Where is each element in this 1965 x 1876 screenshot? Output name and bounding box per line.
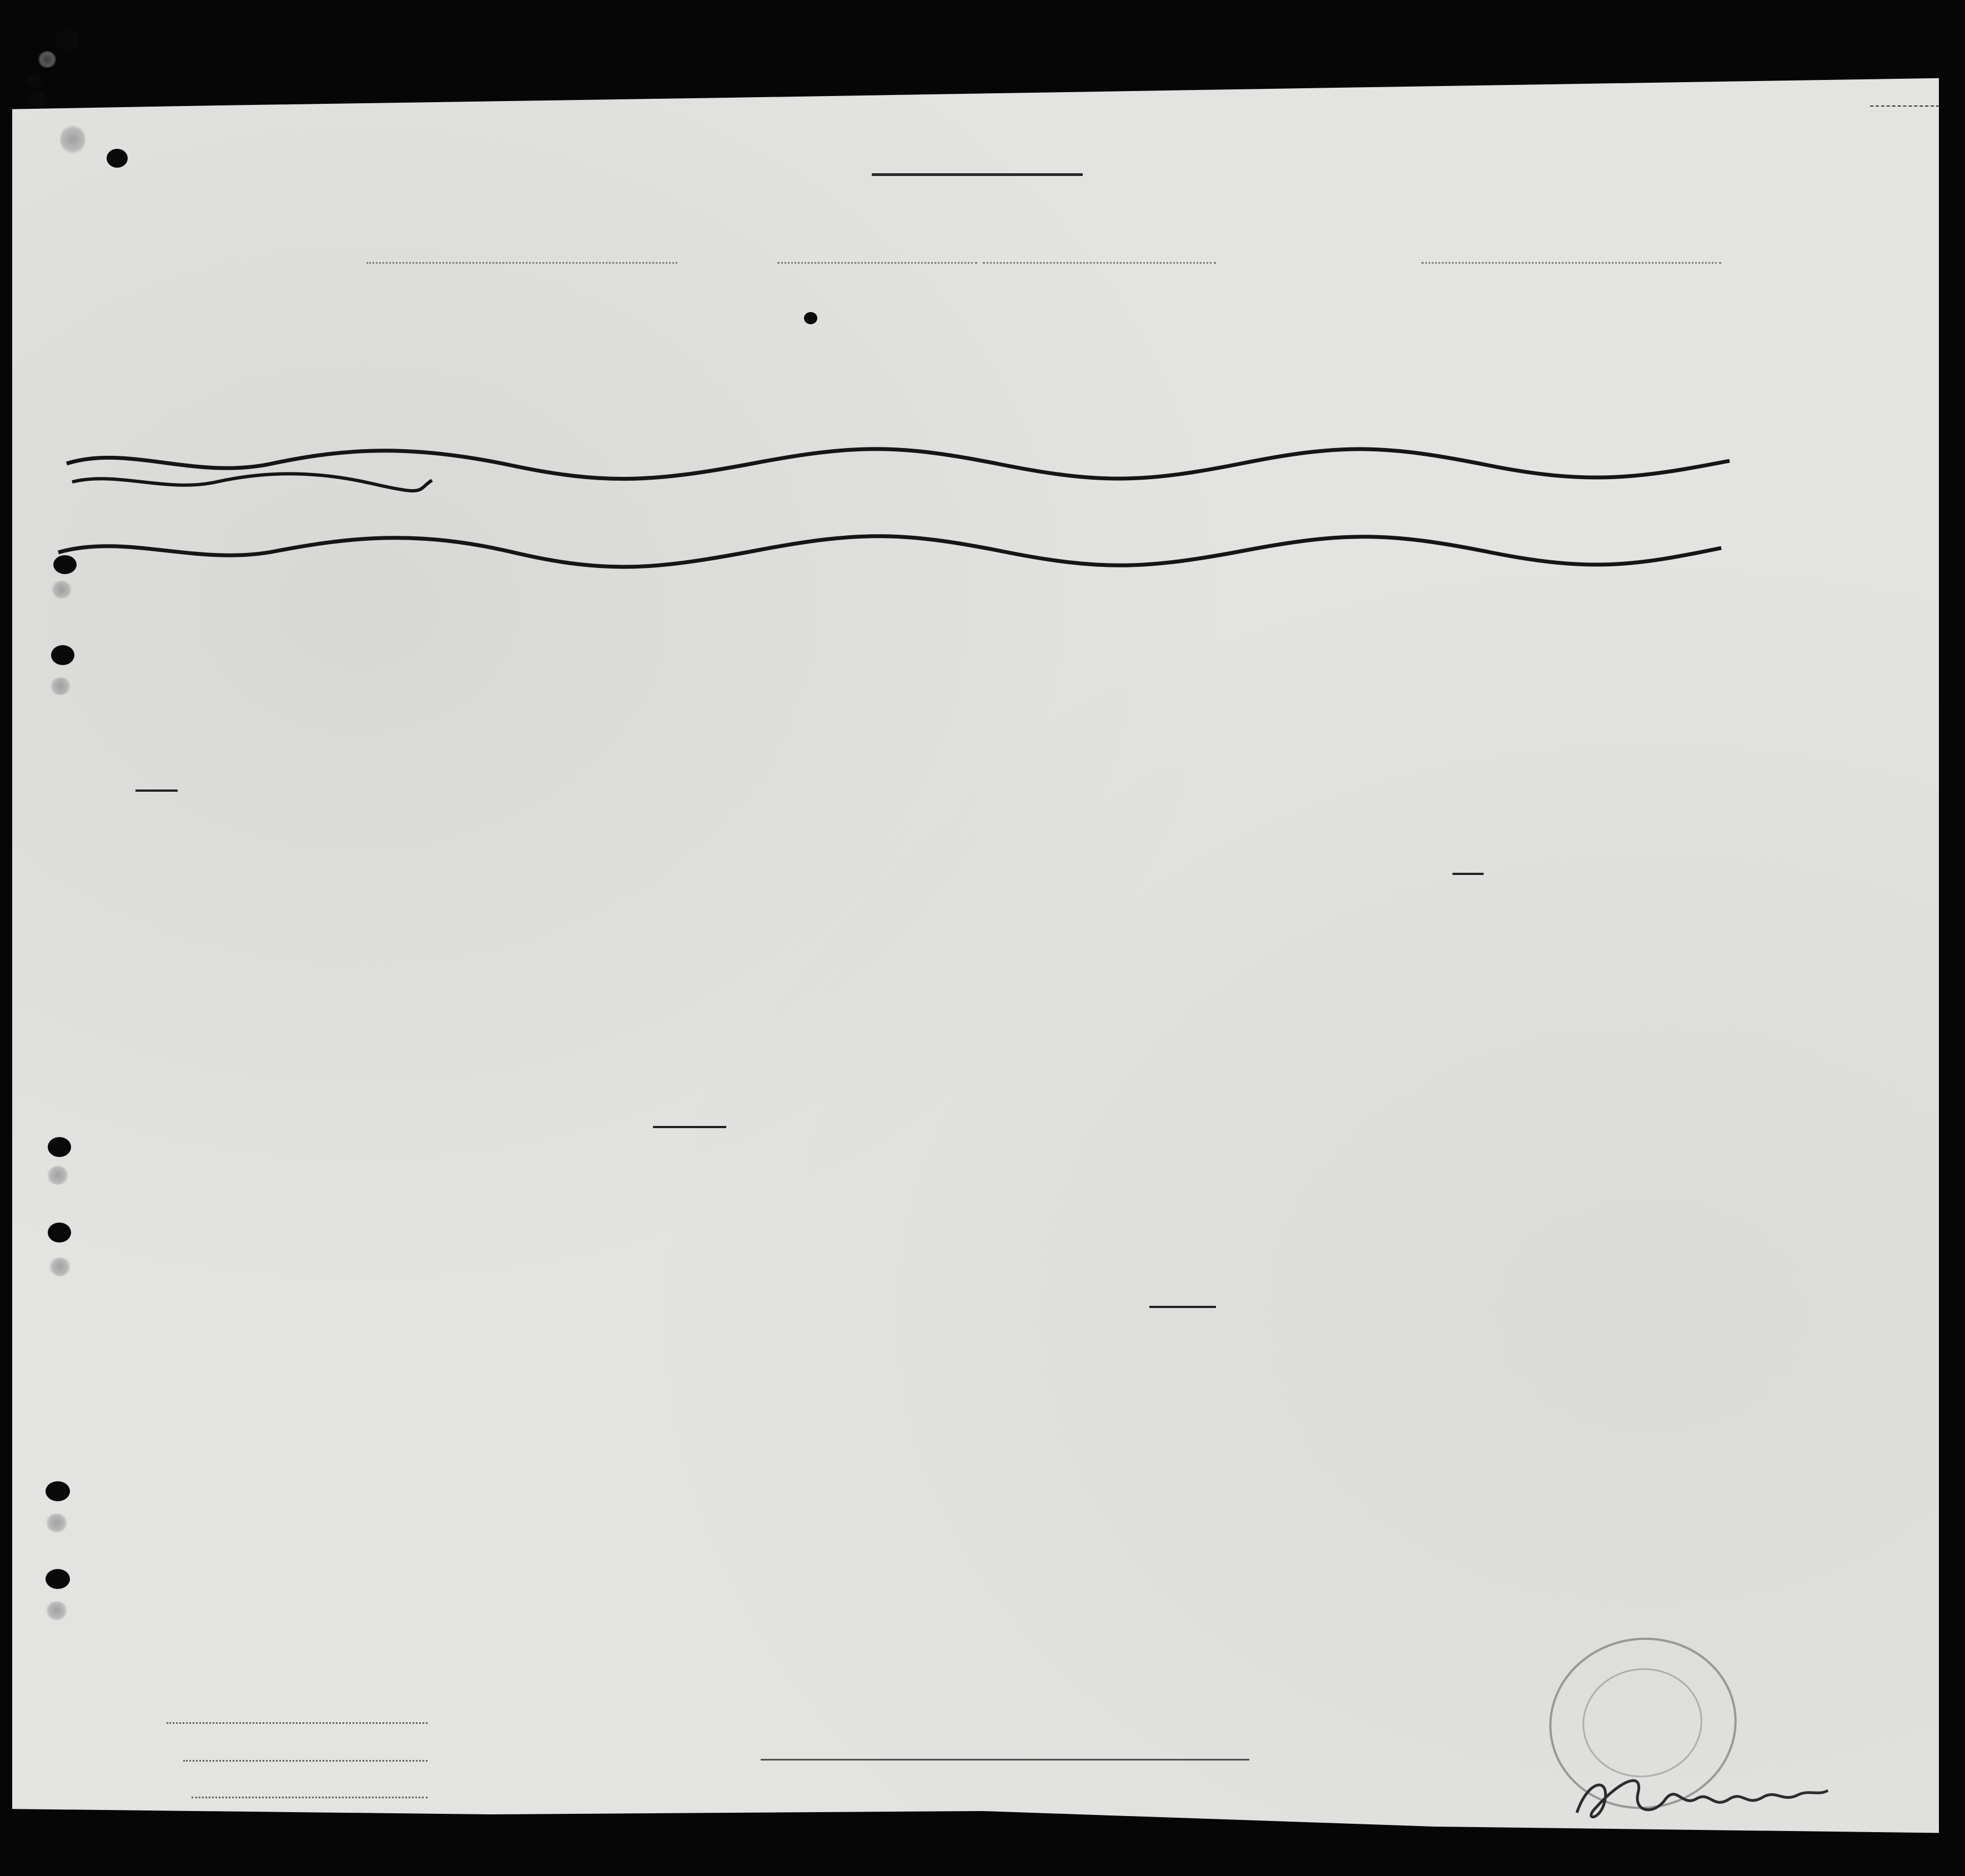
smudge-spot [38,51,57,68]
strikeout-wave-row3 [58,525,1724,575]
owners-rule [183,1760,428,1762]
strike-row9-xxx [135,789,178,792]
ink-spot [27,74,42,88]
margin-dot [48,1223,71,1243]
margin-dot [46,1569,70,1589]
ink-spot [28,91,46,107]
margin-dot [53,555,77,574]
official-signature-scribble [1571,1768,1832,1829]
ink-blob [107,149,128,168]
title-rule [872,173,1083,176]
sheet-no-line [1870,105,1939,107]
margin-smudge [46,1601,68,1620]
margin-dot [51,645,74,665]
line-rule [167,1722,428,1724]
scan-border-left [0,0,12,1876]
paper [11,75,1940,1846]
margin-smudge [49,1258,71,1276]
inspector-signature-rule [761,1759,1249,1761]
margin-smudge [47,1166,69,1185]
ink-spot [56,29,79,51]
margin-smudge [46,1513,68,1532]
local-agents-rule [192,1797,428,1798]
strikeout-wave-row1b [72,468,433,496]
margin-smudge [51,581,72,598]
vessel-rule [366,262,677,264]
strike-row18-fixman [653,1126,726,1128]
ink-dot [804,312,817,324]
strike-row22-race [1149,1306,1216,1308]
scan-border-right [1939,0,1965,1876]
port-rule [1421,262,1721,264]
strike-row11-xx [1453,873,1484,875]
margin-dot [46,1481,70,1501]
margin-dot [48,1137,71,1157]
fingerprint-smudge [60,124,86,154]
margin-smudge [50,677,71,695]
date-rule [983,262,1216,264]
arriving-rule [777,262,977,264]
